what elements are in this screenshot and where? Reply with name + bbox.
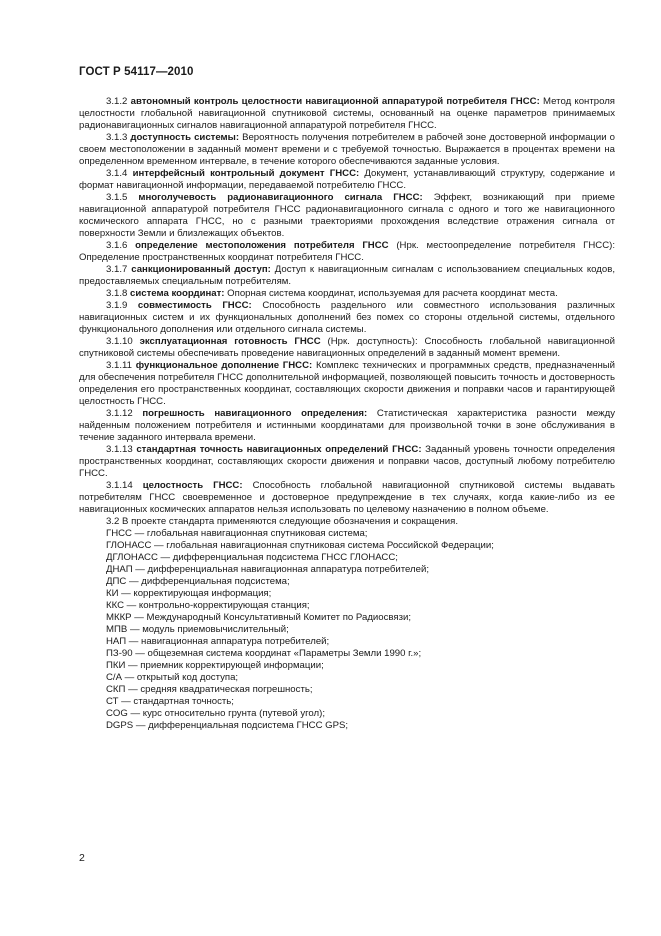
- clause-number: 3.1.11: [106, 360, 132, 371]
- definition-paragraph: [79, 264, 615, 288]
- abbreviation-item: СТ — стандартная точность;: [106, 696, 234, 707]
- definition-text: Метод контроля целостности глобальной навигационной спутниковой системы, основанный на оценке параметров принимаемых радионавигационных сигналов навигационной аппаратурой потребителя ГНСС.: [79, 96, 616, 131]
- definition-text: (Нрк. доступность): Способность глобальной навигационной спутниковой системы обеспечивать проведение навигационных определений в заданный момент времени.: [79, 336, 615, 359]
- definition-text: Заданный уровень точности определения пространственных координат, составляющих скорости движения и поправки часов, доступный любому потребителю ГНСС.: [79, 444, 615, 479]
- definition-paragraph: [79, 300, 615, 336]
- abbreviation-item: DGPS — дифференциальная подсистема ГНСС GPS;: [106, 720, 349, 731]
- abbreviation-item: КИ — корректирующая информация;: [106, 588, 272, 599]
- abbreviation-item: ДНАП — дифференциальная навигационная аппаратура потребителей;: [106, 564, 430, 575]
- abbreviation-item: ДПС — дифференциальная подсистема;: [106, 576, 290, 587]
- abbreviation-item: МПВ — модуль приемовычислительный;: [106, 624, 289, 635]
- clause-number: 3.1.3: [106, 132, 128, 143]
- definition-text: Доступ к навигационным сигналам с использованием специальных кодов, предоставляемых специальным потребителям.: [79, 264, 616, 287]
- abbreviation-item: ПЗ-90 — общеземная система координат «Параметры Земли 1990 г.»;: [106, 648, 422, 659]
- abbreviation-item: ККС — контрольно-корректирующая станция;: [106, 600, 310, 611]
- document-body: [79, 96, 615, 732]
- definition-paragraph: [79, 480, 615, 516]
- definition-text: Способность раздельного или совместного использования различных навигационных систем и их функциональных дополнений без помех со стороны отдельной системы, отдельного функционального дополнения или отдельного сигнала системы.: [79, 300, 615, 335]
- defined-term: определение местоположения потребителя ГНСС: [135, 240, 389, 251]
- clause-number: 3.1.5: [106, 192, 128, 203]
- defined-term: система координат:: [130, 288, 225, 299]
- defined-term: интерфейсный контрольный документ ГНСС:: [132, 168, 360, 179]
- definition-paragraph: [79, 192, 615, 240]
- abbreviation-item: ГЛОНАСС — глобальная навигационная спутниковая система Российской Федерации;: [106, 540, 494, 551]
- defined-term: целостность ГНСС:: [142, 480, 243, 491]
- defined-term: автономный контроль целостности навигационной аппаратурой потребителя ГНСС:: [130, 96, 540, 107]
- clause-number: 3.1.2: [106, 96, 128, 107]
- definition-paragraph: [79, 240, 615, 264]
- defined-term: стандартная точность навигационных определений ГНСС:: [136, 444, 422, 455]
- definition-paragraph: [79, 168, 615, 192]
- definition-paragraph: [79, 360, 615, 408]
- definition-text: Документ, устанавливающий структуру, содержание и формат навигационной информации, передаваемой потребителю ГНСС.: [79, 168, 615, 191]
- definition-paragraph: [79, 132, 615, 168]
- definition-text: Эффект, возникающий при приеме навигационной аппаратурой потребителя ГНСС радионавигационного сигнала с одного и того же навигационного космического аппарата ГНСС, но с разными траекториями прохождения вследствие отражения сигнала от поверхности Земли и близлежащих объектов.: [79, 192, 615, 239]
- definition-paragraph: [79, 444, 615, 480]
- clause-number: 3.1.14: [106, 480, 133, 491]
- defined-term: совместимость ГНСС:: [137, 300, 252, 311]
- abbreviations-intro: 3.2 В проекте стандарта применяются следующие обозначения и сокращения.: [106, 516, 459, 527]
- standard-header: ГОСТ Р 54117—2010: [79, 66, 194, 78]
- abbreviation-item: ДГЛОНАСС — дифференциальная подсистема ГНСС ГЛОНАСС;: [106, 552, 398, 563]
- clause-number: 3.1.13: [106, 444, 133, 455]
- definition-text: Комплекс технических и программных средств, предназначенный для обеспечения потребителя ГНСС дополнительной информацией, позволяющей повысить точность и достоверность определения его пространственных координат, составляющих скорости движения и поправки часов и гарантирующей целостность ГНСС.: [79, 360, 615, 407]
- abbreviation-item: СКП — средняя квадратическая погрешность;: [106, 684, 313, 695]
- defined-term: эксплуатационная готовность ГНСС: [139, 336, 321, 347]
- clause-number: 3.1.4: [106, 168, 128, 179]
- abbreviation-item: НАП — навигационная аппаратура потребителей;: [106, 636, 330, 647]
- defined-term: погрешность навигационного определения:: [142, 408, 368, 419]
- defined-term: многолучевость радионавигационного сигнала ГНСС:: [138, 192, 423, 203]
- abbreviation-item: С/А — открытый код доступа;: [106, 672, 239, 683]
- defined-term: доступность системы:: [130, 132, 240, 143]
- definition-text: Способность глобальной навигационной спутниковой системы выдавать потребителям ГНСС своевременное и достоверное предупреждение в тех случаях, когда какие-либо из ее навигационных космических аппаратов нельзя использовать по целевому назначению в полном объеме.: [79, 480, 615, 515]
- definition-text: Статистическая характеристика разности между найденным положением потребителя и истинными координатами для произвольной точки в зоне обслуживания в течение заданного интервала времени.: [79, 408, 615, 443]
- abbreviation-item: ГНСС — глобальная навигационная спутниковая система;: [106, 528, 368, 539]
- clause-number: 3.1.6: [106, 240, 128, 251]
- clause-number: 3.1.12: [106, 408, 133, 419]
- definition-text: Опорная система координат, используемая для расчета координат места.: [224, 288, 558, 299]
- definition-text: Вероятность получения потребителем в рабочей зоне достоверной информации о своем местоположении в заданный момент времени и с требуемой точностью. Выражается в процентах времени на определенном временном интервале, в течение которого обеспечиваются заданные условия.: [79, 132, 615, 167]
- abbreviations-list: [79, 528, 615, 732]
- clause-number: 3.1.7: [106, 264, 128, 275]
- definition-paragraph: [79, 96, 615, 132]
- page-number: 2: [79, 852, 85, 864]
- abbreviation-item: ПКИ — приемник корректирующей информации;: [106, 660, 324, 671]
- abbreviation-item: МККР — Международный Консультативный Комитет по Радиосвязи;: [106, 612, 412, 623]
- clause-number: 3.1.10: [106, 336, 133, 347]
- defined-term: функциональное дополнение ГНСС:: [135, 360, 313, 371]
- clause-number: 3.1.9: [106, 300, 128, 311]
- definition-paragraph: [79, 336, 615, 360]
- definition-paragraph: [79, 288, 615, 300]
- defined-term: санкционированный доступ:: [131, 264, 271, 275]
- definition-paragraph: [79, 408, 615, 444]
- clause-number: 3.1.8: [106, 288, 128, 299]
- definitions-section: [79, 96, 615, 516]
- abbreviation-item: COG — курс относительно грунта (путевой угол);: [106, 708, 326, 719]
- definition-text: (Нрк. местоопределение потребителя ГНСС): Определение пространственных координат потребителя ГНСС.: [79, 240, 616, 263]
